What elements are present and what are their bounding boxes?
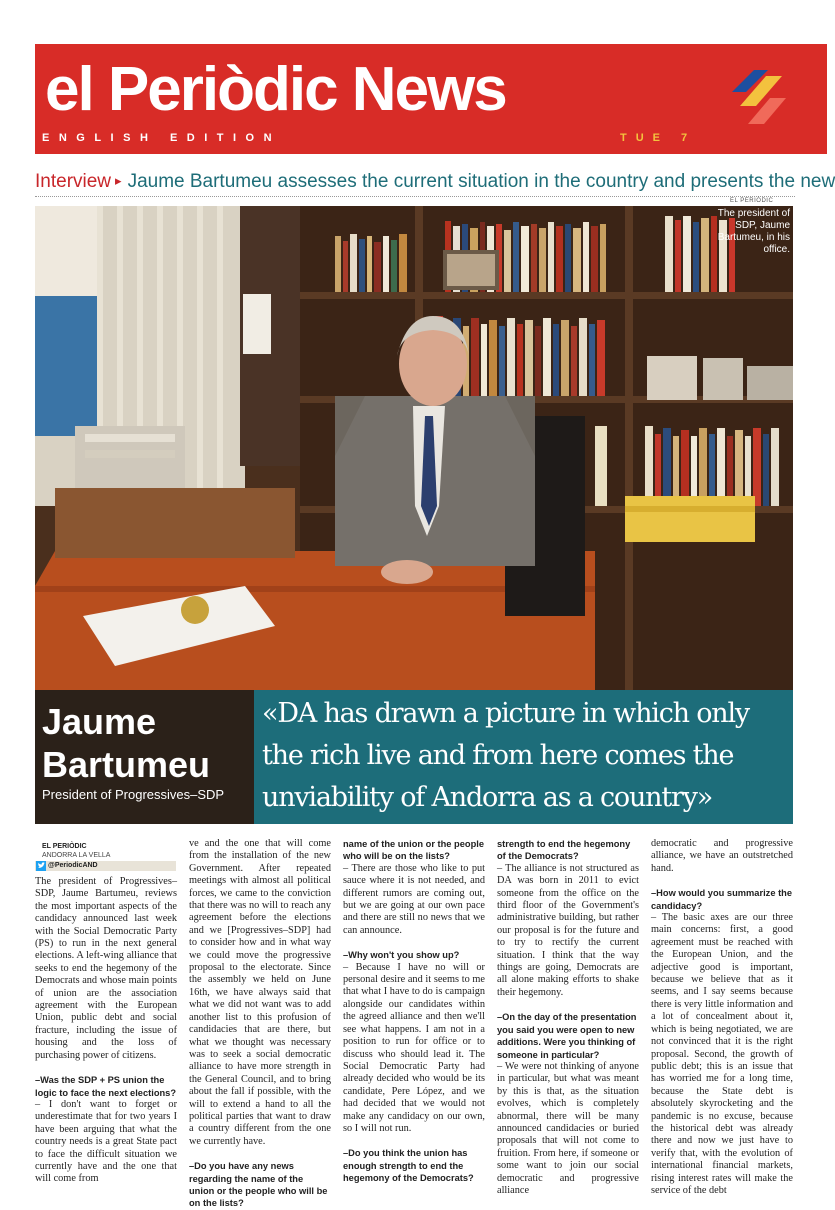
paragraph-gap [651,875,793,887]
article-column-2 [189,838,331,1209]
byline-outlet: EL PERIÒDIC [42,843,87,850]
paragraph-gap [35,1062,177,1074]
office-scene-illustration [35,206,793,690]
issue-date: TUE 7 [620,132,697,144]
article-column-3 [343,838,485,1184]
dotted-divider [35,196,795,197]
twitter-icon [36,861,46,871]
paragraph: – I don't want to forget or underestimate that for two years I have been arguing that what the country needs is a great State pact to face the difficult situation we currently have and the one that will come from [35,1098,177,1185]
article-column-5 [651,838,793,1196]
interview-question: –Do you have any news regarding the name of the union or the people who will be on the lists? [189,1161,328,1209]
interview-question: –Do you think the union has enough strength to end the hegemony of the Democrats? [343,1148,474,1184]
photo-caption: The president of SDP, Jaume Bartumeu, in his office. [717,208,790,255]
byline-location: ANDORRA LA VELLA [42,852,111,859]
paragraph: – We were not thinking of anyone in particular, but what was meant by this is that, as the situation evolves, which is completely abnormal, there will be many announced candidacies or buried proposals that will not come to fruition. From here, if someone or some want to join our social democratic and progressive alliance [497,1060,639,1196]
interview-question: –How would you summarize the candidacy? [651,888,793,911]
arrow-right-icon: ▸ [115,173,122,188]
interview-question: –Why won't you show up? [343,950,460,961]
pull-quote: «DA has drawn a picture in which only the rich live and from here comes the unviability of Andorra as a country» [262,698,749,813]
paragraph-gap [343,937,485,949]
interview-question: name of the union or the people who will be on the lists? [343,839,485,862]
paragraph: The president of Progressives–SDP, Jaume Bartumeu, reviews the most important aspects of the candidacy announced last week with the Social Democratic Party (PS) to run in the next general elections. A left-wing alliance that seeks to end the hegemony of the Democrats and whose main points of union are the association agreement with the European Union, public debt and social fracture, including the issue of housing and the loss of purchasing power of citizens. [35,876,177,1061]
interview-question: strength to end the hegemony of the Democrats? [497,839,631,862]
interview-photo [35,206,793,690]
interviewee-role: President of Progressives–SDP [42,787,225,802]
interview-question: –Was the SDP + PS union the logic to face the next elections? [35,1075,177,1098]
paragraph: – Because I have no will or personal desire and it seems to me that what I have to do is campaign alongside our candidates within the agreed alliance and then we'll see what happens. I am not in a position to run for office or to discuss who should lead it. The Social Democratic Party had already decided who would be its candidate, Pere López, and we had decided that we would not make any candidacy on our own, so I will not run. [343,961,485,1134]
article-column-4 [497,838,639,1196]
flag-stripes-icon [722,62,788,126]
article-headline: Jaume Bartumeu assesses the current situation in the country and presents the new [127,171,835,192]
paragraph-gap [343,1135,485,1147]
paragraph: ve and the one that will come from the installation of the new Government. After repeated meetings with almost all political forces, we came to the conviction that there was no will to reach any agreement before the elections and we [Progressives–SDP] had to consider how and in what way we could move the progressive proposal to the electorate. Since the assembly we held on June 16th, we have always said that what we did not want was to add another list to this profusion of candidacies that are there, but what we thought was necessary was to seek a social democratic alliance to have more strength in the General Council, and to bring about the fall if possible, with the will to extend a hand to all the political parties that want to draw a country different from the one we currently have. [189,838,331,1147]
paragraph: – There are those who like to put sauce where it is not needed, and different rumors are coming out, but we are going at our own pace and there are still no news that we can announce. [343,862,485,936]
section-label[interactable]: Interview [35,171,112,192]
interviewee-name: Jaume Bartumeu [42,701,211,785]
paragraph-gap [497,999,639,1011]
paragraph: democratic and progressive alliance, we have an outstretched hand. [651,838,793,874]
twitter-handle[interactable]: @PeriodicAND [48,862,98,869]
kicker-line [35,168,835,194]
interview-question: –On the day of the presentation you said you were open to new additions. Were you thinking of someone in particular? [497,1012,637,1060]
edition-label: ENGLISH EDITION [42,132,282,144]
paragraph: – The alliance is not structured as DA was born in 2011 to evict someone from the office on the third floor of the Government's administrative building, but rather our proposal is for the future and to try to rectify the current situation. I think that the way things are going, Democrats are all alone making efforts to shake their hegemony. [497,862,639,998]
paragraph-gap [189,1148,331,1160]
paragraph: – The basic axes are our three main concerns: first, a good agreement must be reached with the European Union, and the adjective good is important, because we believe that as it seems, and I say seems because there is very little information and a lot of concealment about it, which is being negotiated, we are not convinced that it is the right proposal. Second, the growth of public debt; this is an issue that has worried me for a long time, because the State debt is absolutely skyrocketing and the pandemic is no excuse, because the historical debt was already there and now we just have to verify that, with the evolution of international financial markets, rising interest rates will make the service of the debt [651,912,793,1196]
photo-credit: EL PERIÒDIC [730,198,774,204]
newspaper-logo[interactable]: el Periòdic News [45,55,506,124]
article-column-1 [35,876,177,1185]
